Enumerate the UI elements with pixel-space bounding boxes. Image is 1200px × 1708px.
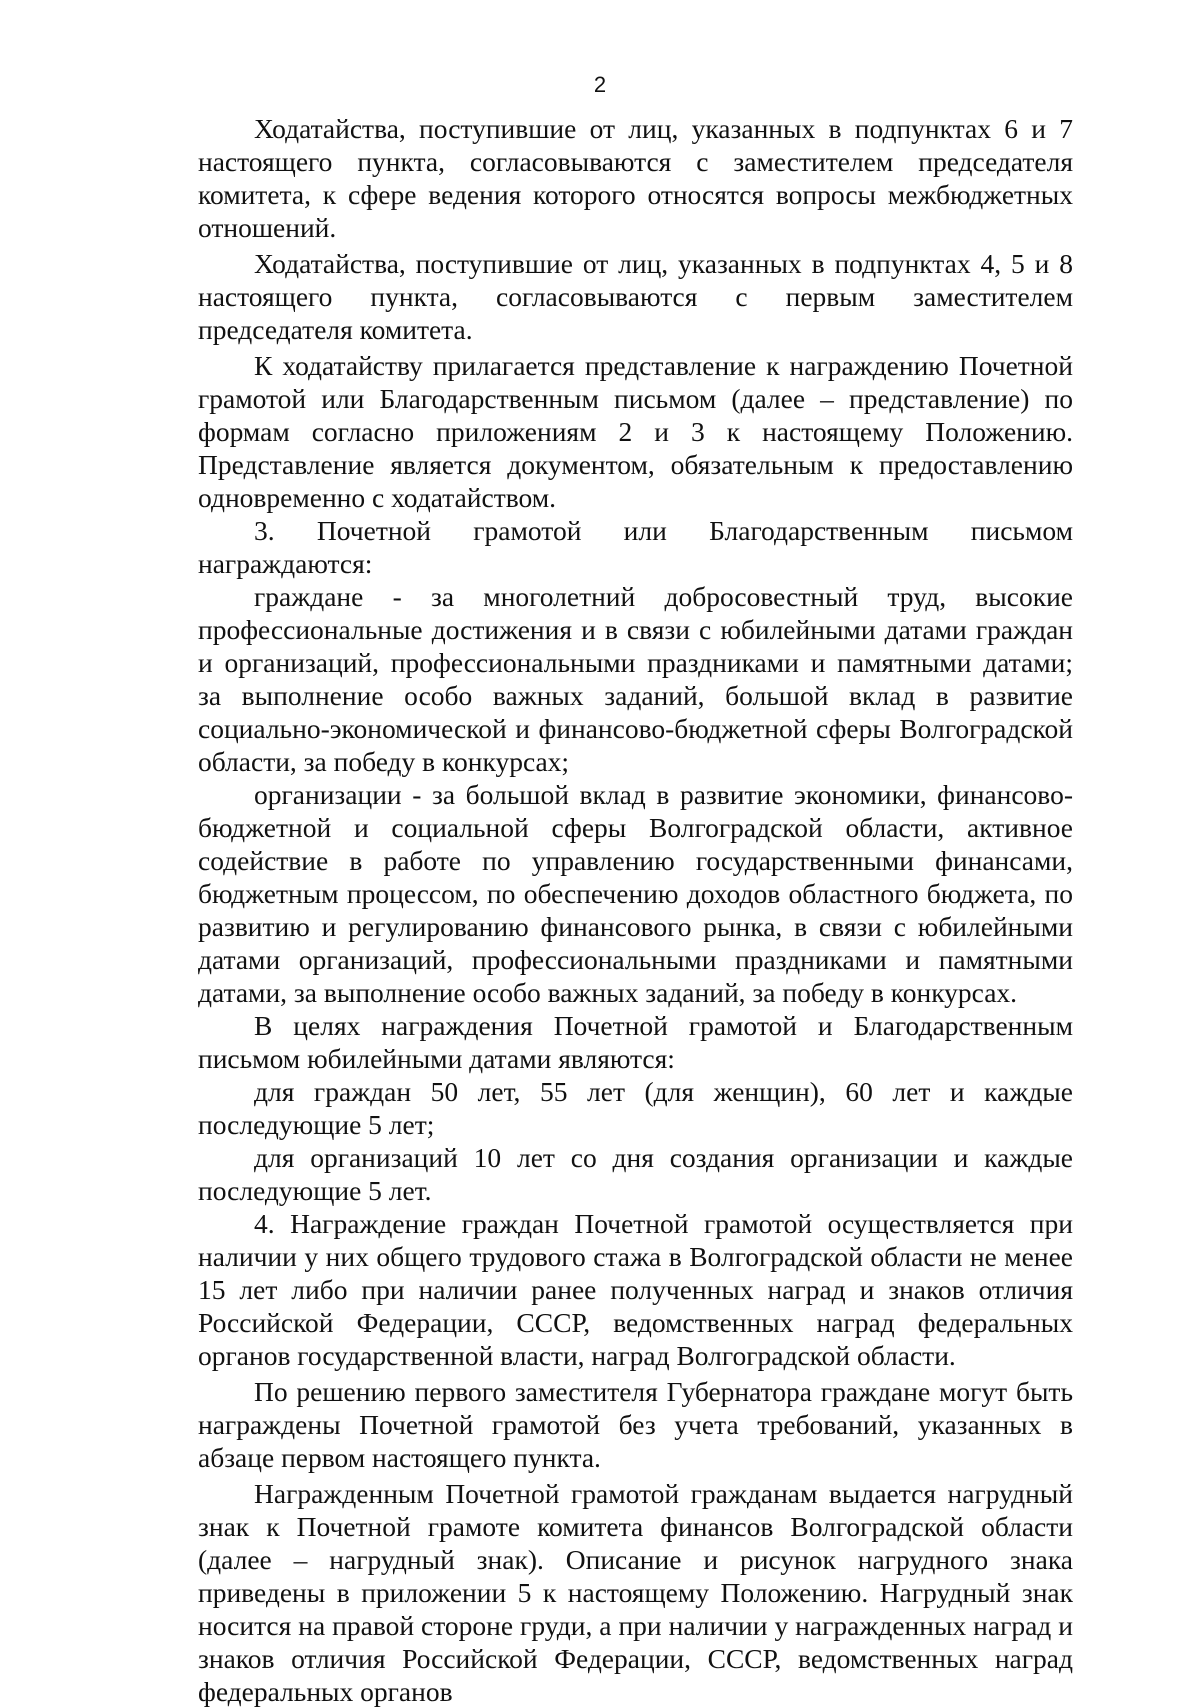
paragraph: К ходатайству прилагается представление к награждению Почетной грамотой или Благодарственным письмом (далее – представление) по формам согласно приложениям 2 и 3 к настоящему Положению. Представление является документом, обязательным к предоставлению одновременно с ходатайством. bbox=[198, 350, 1073, 513]
paragraph: организации - за большой вклад в развитие экономики, финансово-бюджетной и социальной сферы Волгоградской области, активное содействие в работе по управлению государственными финансами, бюджетным процессом, по обеспечению доходов областного бюджета, по развитию и регулированию финансового рынка, в связи с юбилейными датами организаций, профессиональными праздниками и памятными датами, за выполнение особо важных заданий, за победу в конкурсах. bbox=[198, 779, 1073, 1008]
paragraph: Ходатайства, поступившие от лиц, указанных в подпунктах 6 и 7 настоящего пункта, согласовываются с заместителем председателя комитета, к сфере ведения которого относятся вопросы межбюджетных отношений. bbox=[198, 113, 1073, 243]
paragraph: По решению первого заместителя Губернатора граждане могут быть награждены Почетной грамотой без учета требований, указанных в абзаце первом настоящего пункта. bbox=[198, 1376, 1073, 1473]
paragraph: Награжденным Почетной грамотой гражданам выдается нагрудный знак к Почетной грамоте комитета финансов Волгоградской области (далее – нагрудный знак). Описание и рисунок нагрудного знака приведены в приложении 5 к настоящему Положению. Нагрудный знак носится на правой стороне груди, а при наличии у награжденных наград и знаков отличия Российской Федерации, СССР, ведомственных наград федеральных органов bbox=[198, 1478, 1073, 1707]
paragraph: для организаций 10 лет со дня создания организации и каждые последующие 5 лет. bbox=[198, 1142, 1073, 1206]
document-body bbox=[198, 112, 1073, 1708]
page-number: 2 bbox=[593, 72, 607, 97]
paragraph: для граждан 50 лет, 55 лет (для женщин), 60 лет и каждые последующие 5 лет; bbox=[198, 1076, 1073, 1140]
paragraph: В целях награждения Почетной грамотой и Благодарственным письмом юбилейными датами являются: bbox=[198, 1010, 1073, 1074]
paragraph: 3. Почетной грамотой или Благодарственным письмом награждаются: bbox=[198, 515, 1073, 579]
paragraph: граждане - за многолетний добросовестный труд, высокие профессиональные достижения и в связи с юбилейными датами граждан и организаций, профессиональными праздниками и памятными датами; за выполнение особо важных заданий, большой вклад в развитие социально-экономической и финансово-бюджетной сферы Волгоградской области, за победу в конкурсах; bbox=[198, 581, 1073, 777]
paragraph: Ходатайства, поступившие от лиц, указанных в подпунктах 4, 5 и 8 настоящего пункта, согласовываются с первым заместителем председателя комитета. bbox=[198, 248, 1073, 345]
paragraph: 4. Награждение граждан Почетной грамотой осуществляется при наличии у них общего трудового стажа в Волгоградской области не менее 15 лет либо при наличии ранее полученных наград и знаков отличия Российской Федерации, СССР, ведомственных наград федеральных органов государственной власти, наград Волгоградской области. bbox=[198, 1208, 1073, 1371]
